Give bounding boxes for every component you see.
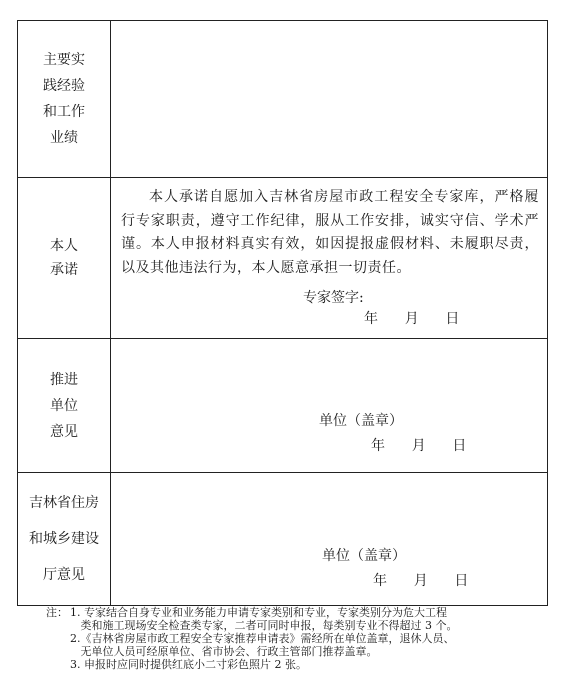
commitment-label <box>18 178 111 338</box>
housing-dept-date-line: 年 月 日 <box>373 573 469 589</box>
recommend-unit-date-line: 年 月 日 <box>371 438 467 454</box>
footnotes <box>46 606 551 671</box>
recommend-unit-label-line: 推进 <box>50 371 78 388</box>
note-line: 类和施工现场安全检查类专家，二者可同时申报，每类别专业不得超过 3 个。 <box>70 619 458 632</box>
commitment-date-line: 年 月 日 <box>364 311 460 327</box>
notes-list <box>70 606 551 671</box>
commitment-text: 本人承诺自愿加入吉林省房屋市政工程安全专家库，严格履行专家职责，遵守工作纪律，服从工作安排，诚实守信、学术严谨。本人申报材料真实有效，如因提报虚假材料、未履职尽责，以及其他违法行为，本人愿意承担一切责任。 <box>121 189 539 276</box>
expert-signature-label: 专家签字: <box>303 290 364 306</box>
commitment-content <box>111 178 547 338</box>
note-line: 无单位人员可经原单位、省市协会、行政主管部门推荐盖章。 <box>70 645 378 658</box>
housing-dept-label-line: 和城乡建设 <box>29 531 99 547</box>
housing-dept-label <box>18 473 111 605</box>
recommend-unit-label <box>18 339 111 472</box>
commitment-row <box>18 178 547 339</box>
experience-content[interactable] <box>111 21 547 177</box>
housing-dept-label-line: 厅意见 <box>43 567 85 583</box>
experience-label-line: 践经验 <box>43 78 85 94</box>
recommend-unit-label-line: 单位 <box>50 397 78 414</box>
recommend-unit-content[interactable] <box>111 339 547 472</box>
experience-row <box>18 21 547 178</box>
recommend-unit-row <box>18 339 547 473</box>
commitment-label-line: 本人 <box>50 238 78 254</box>
housing-dept-seal: 单位（盖章） <box>322 548 406 564</box>
application-form-table <box>17 20 548 606</box>
recommend-unit-seal: 单位（盖章） <box>319 413 403 429</box>
experience-label-line: 业绩 <box>50 130 78 146</box>
experience-label-line: 主要实 <box>43 52 85 68</box>
recommend-unit-label-line: 意见 <box>50 423 78 440</box>
note-line: 1. 专家结合自身专业和业务能力申请专家类别和专业，专家类别分为危大工程 <box>70 606 447 619</box>
notes-prefix: 注： <box>46 606 68 619</box>
note-line: 3. 申报时应同时提供红底小二寸彩色照片 2 张。 <box>70 658 307 671</box>
housing-dept-row <box>18 473 547 605</box>
commitment-label-line: 承诺 <box>50 262 78 278</box>
note-line: 2.《吉林省房屋市政工程安全专家推荐申请表》需经所在单位盖章，退休人员、 <box>70 632 455 645</box>
housing-dept-label-line: 吉林省住房 <box>29 495 99 511</box>
experience-label <box>18 21 111 177</box>
experience-label-line: 和工作 <box>43 104 85 120</box>
housing-dept-content[interactable] <box>111 473 547 605</box>
